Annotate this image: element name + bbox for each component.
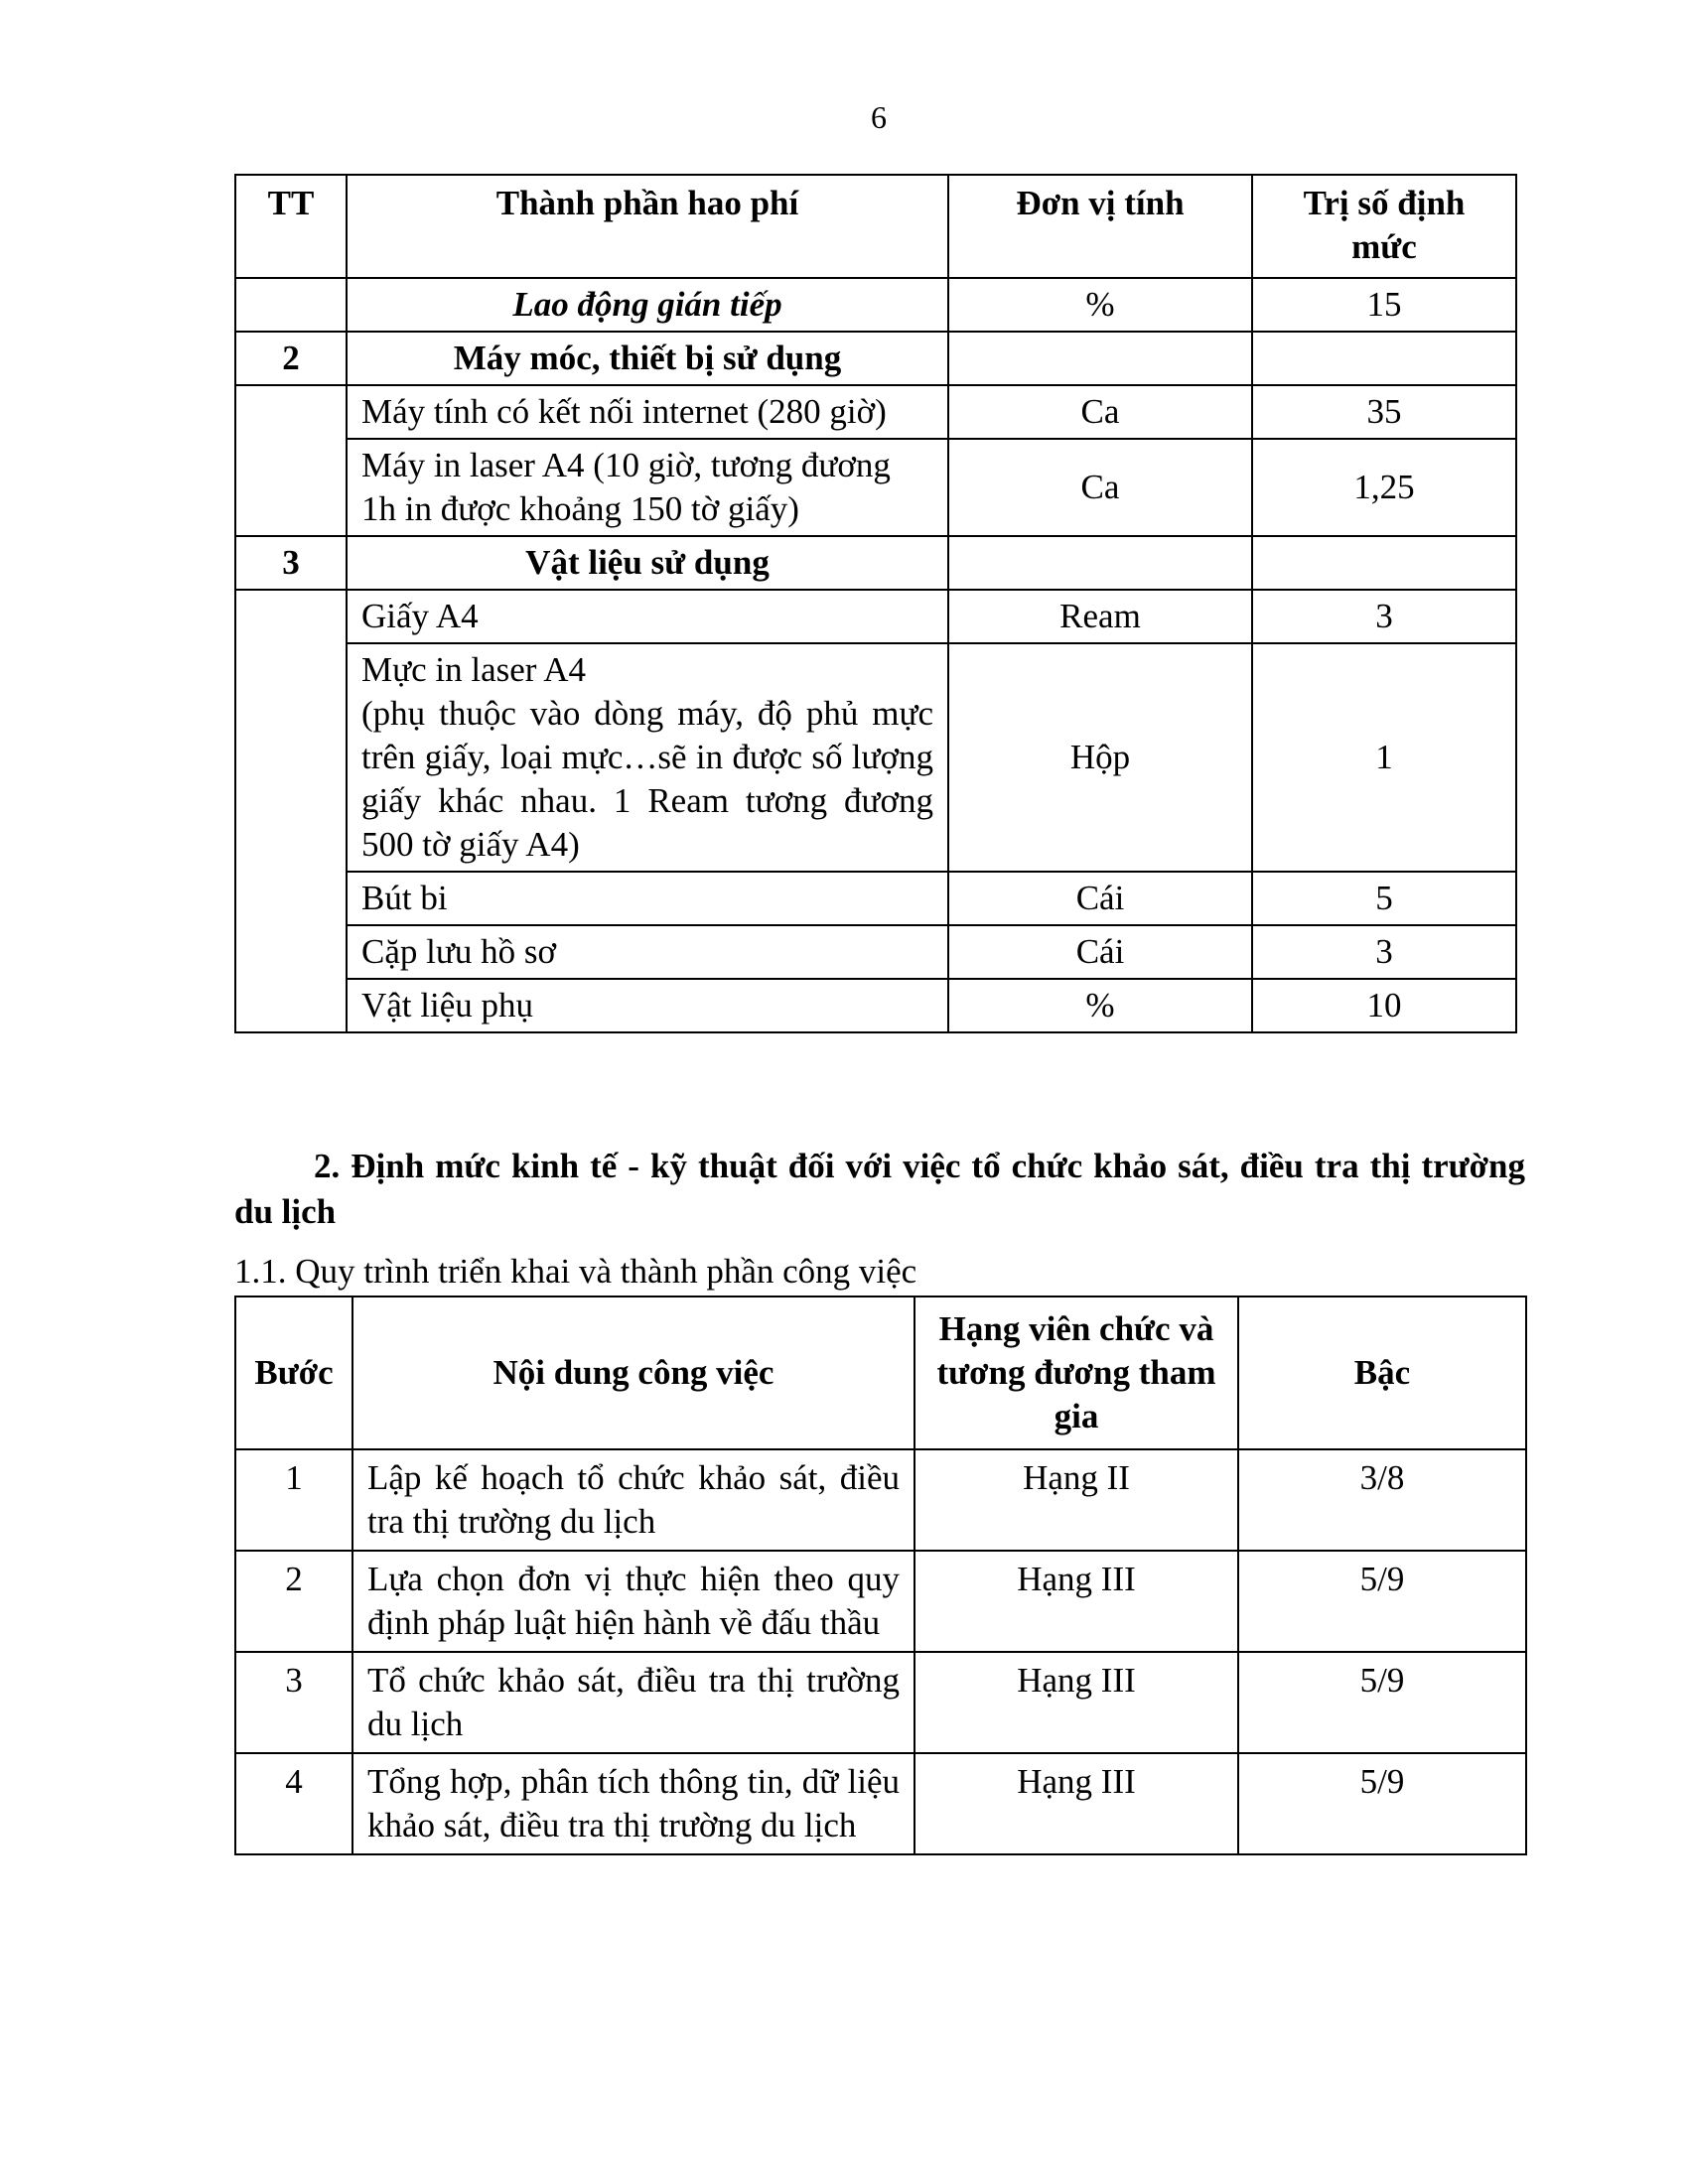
row-unit: Ca [948, 439, 1252, 536]
row-level: 5/9 [1238, 1551, 1526, 1652]
row-unit [948, 536, 1252, 590]
row-level: 3/8 [1238, 1449, 1526, 1551]
table-row [235, 439, 1516, 536]
row-rank: Hạng III [914, 1753, 1238, 1854]
row-unit: Ream [948, 590, 1252, 643]
row-name: Máy tính có kết nối internet (280 giờ) [347, 385, 948, 439]
row-content: Lập kế hoạch tổ chức khảo sát, điều tra thị trường du lịch [352, 1449, 914, 1551]
table-row [235, 332, 1516, 385]
table-row [235, 979, 1516, 1032]
row-name: Máy in laser A4 (10 giờ, tương đương 1h in được khoảng 150 tờ giấy) [347, 439, 948, 536]
table-row [235, 925, 1516, 979]
row-rank: Hạng III [914, 1551, 1238, 1652]
section-heading-text: 2. Định mức kinh tế - kỹ thuật đối với việc tổ chức khảo sát, điều tra thị trường du lịch [234, 1147, 1525, 1231]
row-tt [235, 278, 347, 332]
row-content: Tổng hợp, phân tích thông tin, dữ liệu khảo sát, điều tra thị trường du lịch [352, 1753, 914, 1854]
row-unit: % [948, 979, 1252, 1032]
row-tt: 3 [235, 536, 347, 590]
table-row [235, 1753, 1526, 1854]
row-content: Lựa chọn đơn vị thực hiện theo quy định pháp luật hiện hành về đấu thầu [352, 1551, 914, 1652]
table-row [235, 590, 1516, 643]
header-work-content: Nội dung công việc [352, 1297, 914, 1449]
table-row [235, 872, 1516, 925]
row-value: 1 [1252, 643, 1516, 872]
row-level: 5/9 [1238, 1652, 1526, 1753]
row-name-with-note [347, 643, 948, 872]
row-rank: Hạng III [914, 1652, 1238, 1753]
row-value: 10 [1252, 979, 1516, 1032]
row-step: 2 [235, 1551, 352, 1652]
header-tt: TT [235, 175, 347, 278]
row-name: Vật liệu sử dụng [347, 536, 948, 590]
row-step: 4 [235, 1753, 352, 1854]
row-name: Vật liệu phụ [347, 979, 948, 1032]
row-value: 35 [1252, 385, 1516, 439]
table-row [235, 536, 1516, 590]
row-unit: Hộp [948, 643, 1252, 872]
row-level: 5/9 [1238, 1753, 1526, 1854]
row-tt [235, 590, 347, 1032]
header-unit: Đơn vị tính [948, 175, 1252, 278]
row-value: 5 [1252, 872, 1516, 925]
table-row [235, 1551, 1526, 1652]
table-header-row [235, 175, 1516, 278]
table-row [235, 385, 1516, 439]
subheading: 1.1. Quy trình triển khai và thành phần công việc [234, 1252, 917, 1291]
row-content: Tổ chức khảo sát, điều tra thị trường du lịch [352, 1652, 914, 1753]
page-number: 6 [871, 99, 887, 135]
row-unit: Ca [948, 385, 1252, 439]
row-step: 1 [235, 1449, 352, 1551]
section-heading [234, 1144, 1525, 1235]
row-name: Bút bi [347, 872, 948, 925]
header-step: Bước [235, 1297, 352, 1449]
row-tt [235, 385, 347, 536]
header-level: Bậc [1238, 1297, 1526, 1449]
row-name: Máy móc, thiết bị sử dụng [347, 332, 948, 385]
header-norm-value: Trị số định mức [1252, 175, 1516, 278]
row-value: 1,25 [1252, 439, 1516, 536]
row-unit: % [948, 278, 1252, 332]
row-note: (phụ thuộc vào dòng máy, độ phủ mực trên giấy, loại mực…sẽ in được số lượng giấy khác nhau. 1 Ream tương đương 500 tờ giấy A4) [361, 694, 933, 864]
workflow-table [234, 1296, 1527, 1855]
norm-cost-table [234, 174, 1517, 1033]
table-row [235, 1449, 1526, 1551]
row-name: Lao động gián tiếp [347, 278, 948, 332]
header-cost-component: Thành phần hao phí [347, 175, 948, 278]
row-name: Cặp lưu hồ sơ [347, 925, 948, 979]
row-value [1252, 536, 1516, 590]
table-row [235, 643, 1516, 872]
row-value: 3 [1252, 590, 1516, 643]
header-rank: Hạng viên chức và tương đương tham gia [914, 1297, 1238, 1449]
row-name: Giấy A4 [347, 590, 948, 643]
row-unit [948, 332, 1252, 385]
row-value: 3 [1252, 925, 1516, 979]
row-value [1252, 332, 1516, 385]
table-row [235, 1652, 1526, 1753]
table-header-row [235, 1297, 1526, 1449]
row-unit: Cái [948, 872, 1252, 925]
row-rank: Hạng II [914, 1449, 1238, 1551]
row-tt: 2 [235, 332, 347, 385]
table-row [235, 278, 1516, 332]
row-unit: Cái [948, 925, 1252, 979]
row-step: 3 [235, 1652, 352, 1753]
row-name: Mực in laser A4 [361, 650, 587, 689]
row-value: 15 [1252, 278, 1516, 332]
